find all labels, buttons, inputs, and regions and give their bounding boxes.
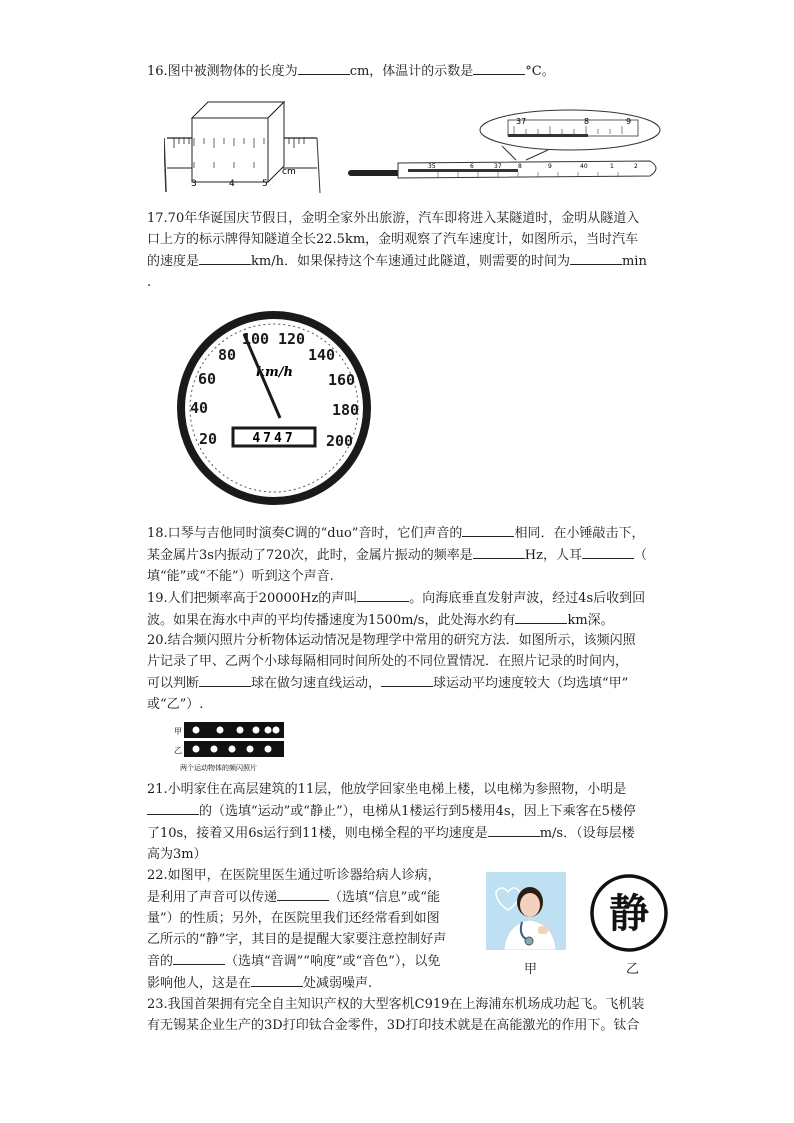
answer-blank[interactable]: [381, 672, 433, 687]
answer-blank[interactable]: [277, 886, 329, 901]
q23-text: 23.我国首架拥有完全自主知识产权的大型客机C919在上海浦东机场成功起飞。飞机装 有无锡某企业生产的3D打印钛合金零件，3D打印技术就是在高能激光的作用下。钛合: [147, 997, 645, 1033]
strobe-row-label: 乙: [174, 746, 182, 755]
ruler-tick-label: 3: [191, 179, 197, 189]
quiet-sign: [588, 872, 670, 954]
thermo-tick-label: 6: [470, 163, 474, 170]
speedometer-figure: [166, 310, 384, 506]
figure-label-b: 乙: [626, 962, 640, 977]
strobe-row-label: 甲: [174, 727, 182, 736]
gauge-label: 80: [218, 346, 237, 364]
gauge-label: 200: [326, 432, 354, 450]
strobe-photo-figure: [174, 718, 286, 774]
q18-text: 18.口琴与吉他同时演奏C调的“duo”音时，它们声音的 相同．在小锤敲击下， 某金属片3s内振动了720次，此时，金属片振动的频率是 Hz，人耳 （ 填“能”或“不能”）听到这个声音.: [147, 522, 675, 587]
answer-blank[interactable]: [199, 672, 251, 687]
odometer-value: 4747: [252, 431, 296, 446]
answer-blank[interactable]: [515, 609, 567, 624]
answer-blank[interactable]: [488, 822, 540, 837]
answer-blank[interactable]: [473, 544, 525, 559]
answer-blank[interactable]: [473, 60, 525, 75]
answer-blank[interactable]: [147, 800, 199, 815]
q21-text: 21.小明家住在高层建筑的11层，他放学回家坐电梯上楼，以电梯为参照物，小明是 的（选填“运动”或“静止”），电梯从1楼运行到5楼用4s，因上下乘客在5楼停 了10s，接着又用6s运行到11楼，则电梯全程的平均速度是 m/s．（设每层楼 高为3m）: [147, 782, 636, 862]
gauge-label: 100: [242, 330, 270, 348]
figure-label-a: 甲: [524, 962, 538, 977]
q16-text: 16.图中被测物体的长度为 cm，体温计的示数是 °C。: [147, 60, 675, 82]
thermo-tick-label: 35: [428, 163, 436, 170]
answer-blank[interactable]: [570, 250, 622, 265]
gauge-label: 60: [198, 370, 217, 388]
gauge-label: 140: [308, 346, 336, 364]
answer-blank[interactable]: [199, 250, 251, 265]
answer-blank[interactable]: [251, 972, 303, 987]
zoom-tick-label: 37: [516, 117, 527, 126]
doctor-photo: [486, 872, 566, 950]
ruler-tick-label: 4: [229, 179, 235, 189]
thermo-tick-label: 37: [494, 163, 502, 170]
ruler-tick-label: 5: [262, 179, 268, 189]
gauge-label: 120: [278, 330, 306, 348]
q17-text: 17.70年华诞国庆节假日，金明全家外出旅游，汽车即将进入某隧道时，金明从隧道入 口上方的标示牌得知隧道全长22.5km，金明观察了汽车速度计，如图所示，当时汽车 的速度是 km/h．如果保持这个车速通过此隧道，则需要的时间为 min .: [147, 211, 647, 290]
q20-text: 20.结合频闪照片分析物体运动情况是物理学中常用的研究方法．如图所示，该频闪照 片记录了甲、乙两个小球每隔相同时间所处的不同位置情况．在照片记录的时间内， 可以判断 球在做匀速直线运动， 球运动平均速度较大（均选填“甲” 或“乙”）.: [147, 633, 636, 712]
q19-text: 19.人们把频率高于20000Hz的声叫 。向海底垂直发射声波，经过4s后收到回 波。如果在海水中声的平均传播速度为1500m/s，此处海水约有 km深。: [147, 587, 675, 631]
answer-blank[interactable]: [582, 544, 634, 559]
ruler-figure: [164, 98, 324, 194]
zoom-tick-label: 9: [626, 117, 632, 126]
quiet-sign-char: 静: [609, 891, 649, 937]
gauge-label: 40: [190, 399, 209, 417]
thermo-tick-label: 8: [518, 163, 522, 170]
gauge-label: 160: [328, 371, 356, 389]
strobe-caption: 两个运动物体的频闪照片: [180, 764, 257, 772]
answer-blank[interactable]: [173, 950, 225, 965]
thermo-tick-label: 40: [580, 163, 588, 170]
answer-blank[interactable]: [298, 60, 350, 75]
thermometer-figure: [348, 108, 664, 190]
gauge-unit: km/h: [256, 365, 293, 380]
gauge-label: 180: [332, 401, 360, 419]
thermo-tick-label: 9: [548, 163, 552, 170]
gauge-label: 20: [199, 430, 218, 448]
thermo-tick-label: 1: [610, 163, 614, 170]
ruler-unit: cm: [282, 167, 296, 177]
thermo-tick-label: 2: [634, 163, 638, 170]
answer-blank[interactable]: [357, 587, 409, 602]
zoom-tick-label: 8: [584, 117, 590, 126]
answer-blank[interactable]: [462, 522, 514, 537]
q22-text: 22.如图甲，在医院里医生通过听诊器给病人诊病， 是利用了声音可以传递 （选填“信息”或“能 量”）的性质；另外，在医院里我们还经常看到如图 乙所示的“静”字，其目的是提醒大家要注意控制好声 音的 （选填“音调”“响度”或“音色”），以免 影响他人，这是在 处减弱噪声.: [147, 868, 447, 991]
